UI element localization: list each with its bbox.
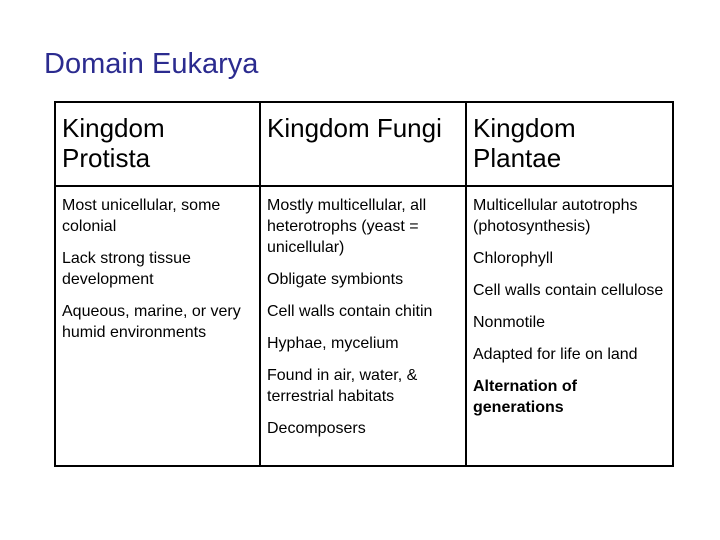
trait-item: Cell walls contain cellulose <box>473 282 664 299</box>
slide-title: Domain Eukarya <box>44 48 259 80</box>
trait-item: Chlorophyll <box>473 250 554 267</box>
column-body <box>261 187 467 465</box>
trait-item: Most unicellular, some colonial <box>62 197 221 235</box>
trait-item: Decomposers <box>267 420 366 437</box>
trait-item: Nonmotile <box>473 314 546 331</box>
column-header: Kingdom Protista <box>56 103 261 187</box>
column-body <box>467 187 672 465</box>
kingdom-table <box>54 101 674 467</box>
trait-item: Cell walls contain chitin <box>267 303 433 320</box>
trait-item: Alternation of generations <box>473 378 577 416</box>
column-header: Kingdom Plantae <box>467 103 672 187</box>
trait-item: Adapted for life on land <box>473 346 638 363</box>
trait-item: Obligate symbionts <box>267 271 404 288</box>
trait-item: Lack strong tissue development <box>62 250 191 288</box>
trait-item: Mostly multicellular, all heterotrophs (yeast = unicellular) <box>267 197 427 256</box>
trait-item: Hyphae, mycelium <box>267 335 399 352</box>
trait-item: Aqueous, marine, or very humid environments <box>62 303 241 341</box>
column-body <box>56 187 261 465</box>
column-header: Kingdom Fungi <box>261 103 467 187</box>
trait-item: Multicellular autotrophs (photosynthesis) <box>473 197 638 235</box>
trait-item: Found in air, water, & terrestrial habitats <box>267 367 418 405</box>
